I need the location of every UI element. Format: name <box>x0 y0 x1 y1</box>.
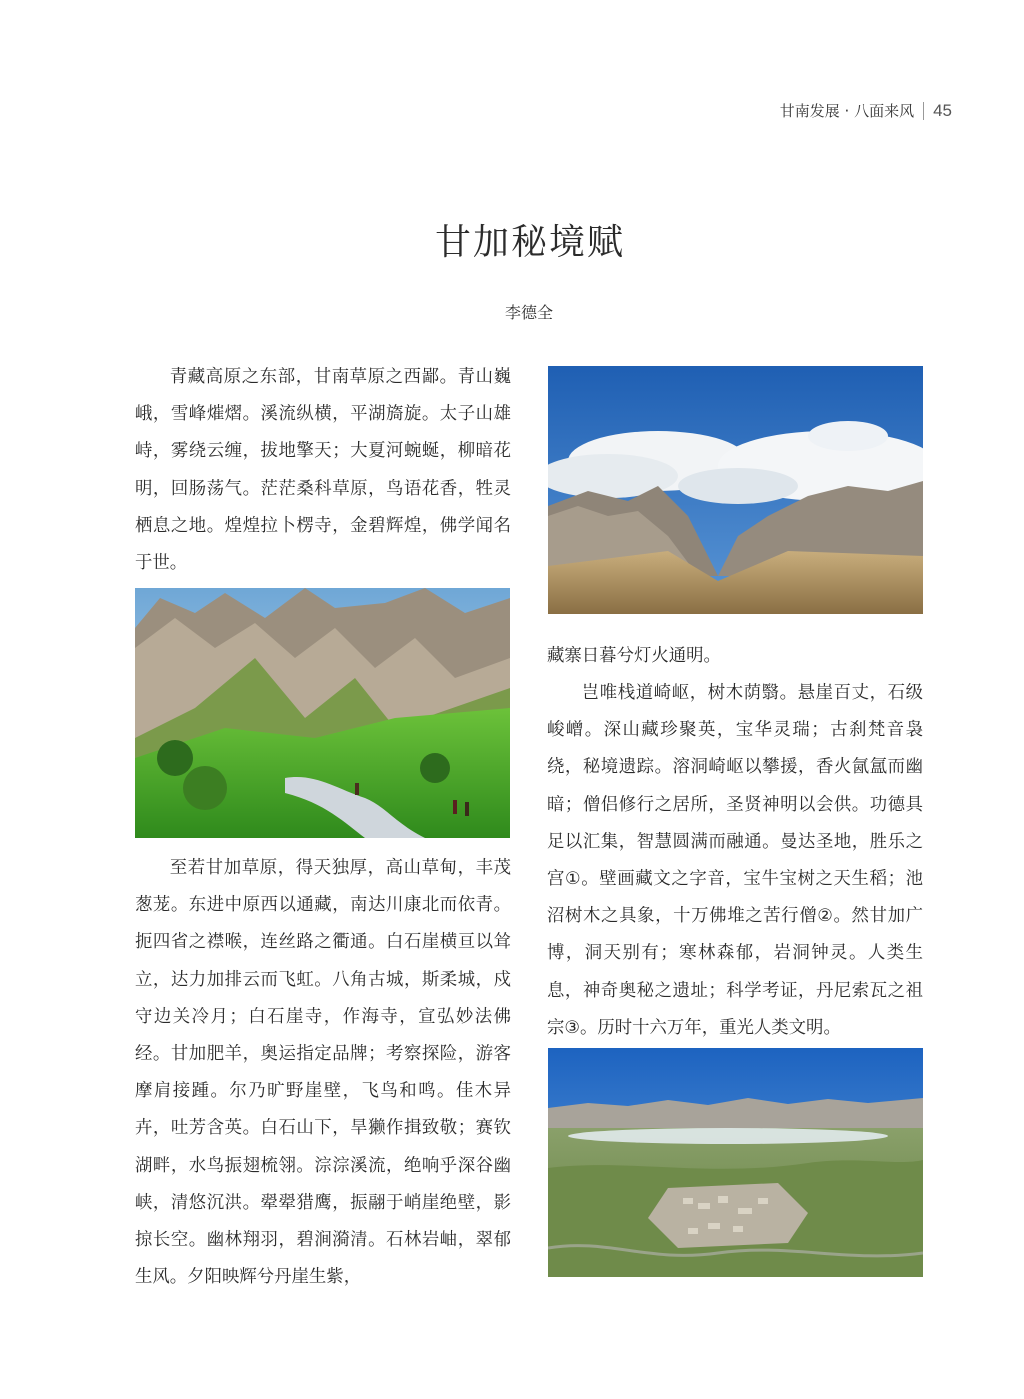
paragraph-intro: 青藏高原之东部，甘南草原之西鄙。青山巍峨，雪峰熣熠。溪流纵横，平湖旖旋。太子山雄峙，雾绕云缠，拔地擎天；大夏河蜿蜒，柳暗花明，回肠荡气。茫茫桑科草原，鸟语花香，牲灵栖息之地。煌煌拉卜楞寺，金碧辉煌，佛学闻名于世。 <box>135 367 511 574</box>
paragraph-continuation: 藏寨日暮兮灯火通明。 <box>547 646 721 666</box>
article-author: 李德全 <box>504 303 553 322</box>
photo-cliff-mountains <box>548 366 923 614</box>
page-number: 45 <box>933 100 952 120</box>
paragraph-ganjia-grassland: 至若甘加草原，得天独厚，高山草甸，丰茂葱茏。东进中原西以通藏，南达川康北而依青。扼四省之襟喉，连丝路之衢通。白石崖横亘以耸立，达力加排云而飞虹。八角古城，斯柔城，戍守边关冷月；白石崖寺，作海寺，宣弘妙法佛经。甘加肥羊，奥运指定品牌；考察探险，游客摩肩接踵。尔乃旷野崖壁，飞鸟和鸣。佳木异卉，吐芳含英。白石山下，旱獭作揖致敬；赛钦湖畔，水鸟振翅梳翎。淙淙溪流，绝响乎深谷幽峡，清悠沉洪。翚翚猎鹰，振翮于峭崖绝壁，影掠长空。幽林翔羽，碧涧漪清。石林岩岫，翠郁生风。夕阳映辉兮丹崖生紫， <box>135 858 511 1288</box>
photo-aerial-town <box>548 1048 923 1277</box>
paragraph-plank-road: 岂唯栈道崎岖，树木荫翳。悬崖百丈，石级峻嶒。深山藏珍聚英，宝华灵瑞；古刹梵音袅绕，秘境遗踪。溶洞崎岖以攀援，香火氤氲而幽暗；僧侣修行之居所，圣贤神明以会供。功德具足以汇集，智慧圆满而融通。曼达圣地，胜乐之宫①。壁画藏文之字音，宝牛宝树之天生稻；池沼树木之具象，十万佛堆之苦行僧②。然甘加广博，洞天别有；寒林森郁，岩洞钟灵。人类生息，神奇奥秘之遗址；科学考证，丹尼索瓦之祖宗③。历时十六万年，重光人类文明。 <box>547 683 923 1038</box>
article-title: 甘加秘境赋 <box>434 222 625 263</box>
photo-green-valley <box>135 588 510 838</box>
running-header <box>780 100 952 121</box>
section-title: 甘南发展 · 八面来风 <box>779 102 915 120</box>
header-divider <box>923 102 924 120</box>
